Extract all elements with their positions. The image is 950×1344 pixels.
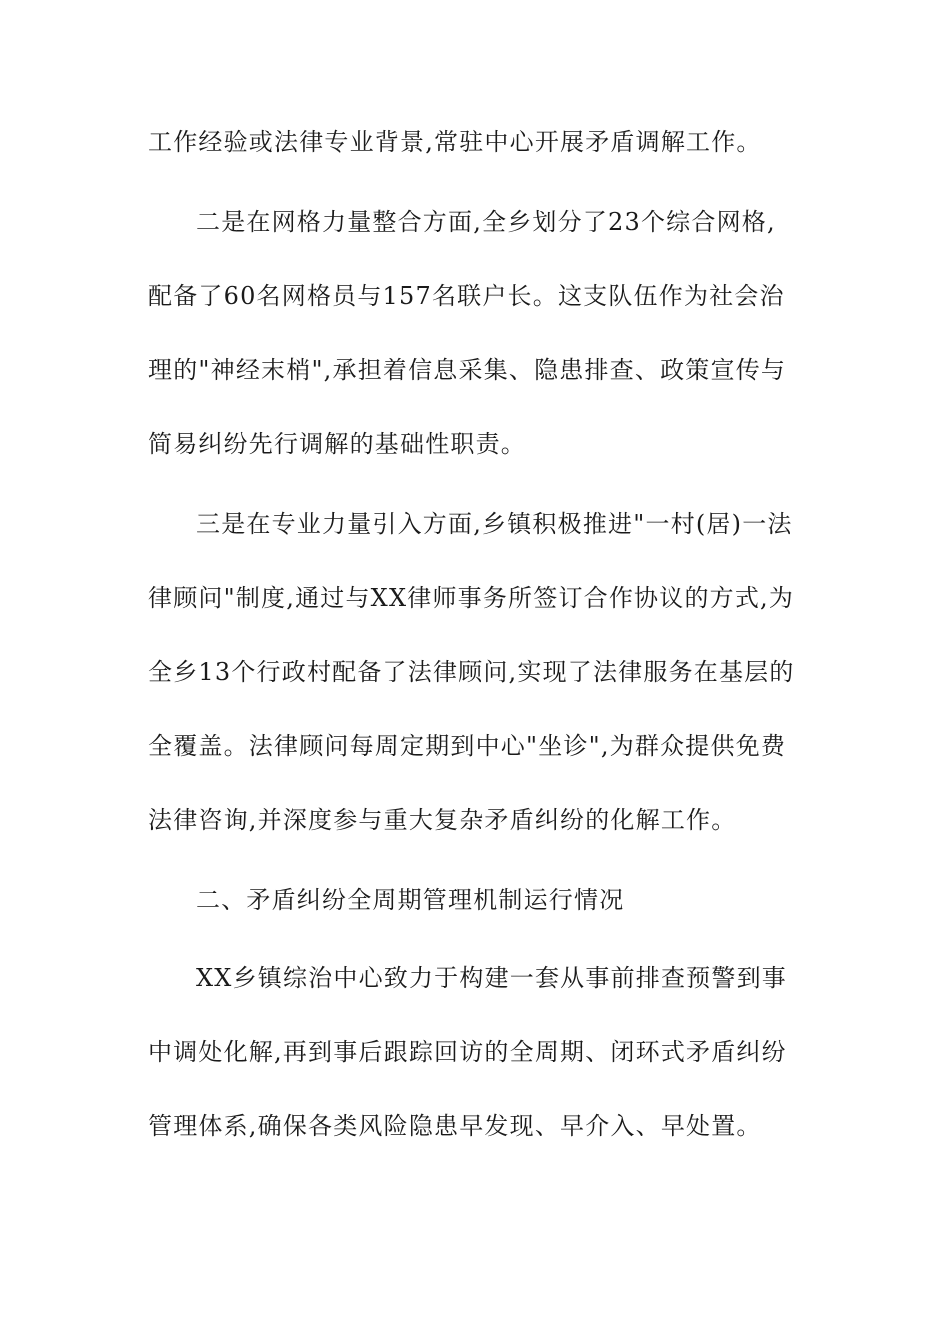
paragraph-line: 简易纠纷先行调解的基础性职责。 — [148, 430, 526, 458]
paragraph-line: 中调处化解,再到事后跟踪回访的全周期、闭环式矛盾纠纷 — [148, 1038, 787, 1066]
paragraph-line: 二是在网格力量整合方面,全乡划分了23个综合网格, — [196, 208, 776, 236]
paragraph-line: XX乡镇综治中心致力于构建一套从事前排查预警到事 — [196, 964, 787, 992]
paragraph-line: 管理体系,确保各类风险隐患早发现、早介入、早处置。 — [148, 1112, 762, 1140]
paragraph-line: 律顾问"制度,通过与XX律师事务所签订合作协议的方式,为 — [148, 584, 795, 612]
paragraph-line: 理的"神经末梢",承担着信息采集、隐患排查、政策宣传与 — [148, 356, 787, 384]
paragraph-line: 全乡13个行政村配备了法律顾问,实现了法律服务在基层的 — [148, 658, 795, 686]
paragraph-line: 法律咨询,并深度参与重大复杂矛盾纠纷的化解工作。 — [148, 806, 737, 834]
paragraph-line: 三是在专业力量引入方面,乡镇积极推进"一村(居)一法 — [196, 510, 793, 538]
section-heading: 二、矛盾纠纷全周期管理机制运行情况 — [196, 886, 625, 914]
paragraph-line: 配备了60名网格员与157名联户长。这支队伍作为社会治 — [148, 282, 785, 310]
paragraph-line: 工作经验或法律专业背景,常驻中心开展矛盾调解工作。 — [148, 128, 762, 156]
paragraph-line: 全覆盖。法律顾问每周定期到中心"坐诊",为群众提供免费 — [148, 732, 787, 760]
